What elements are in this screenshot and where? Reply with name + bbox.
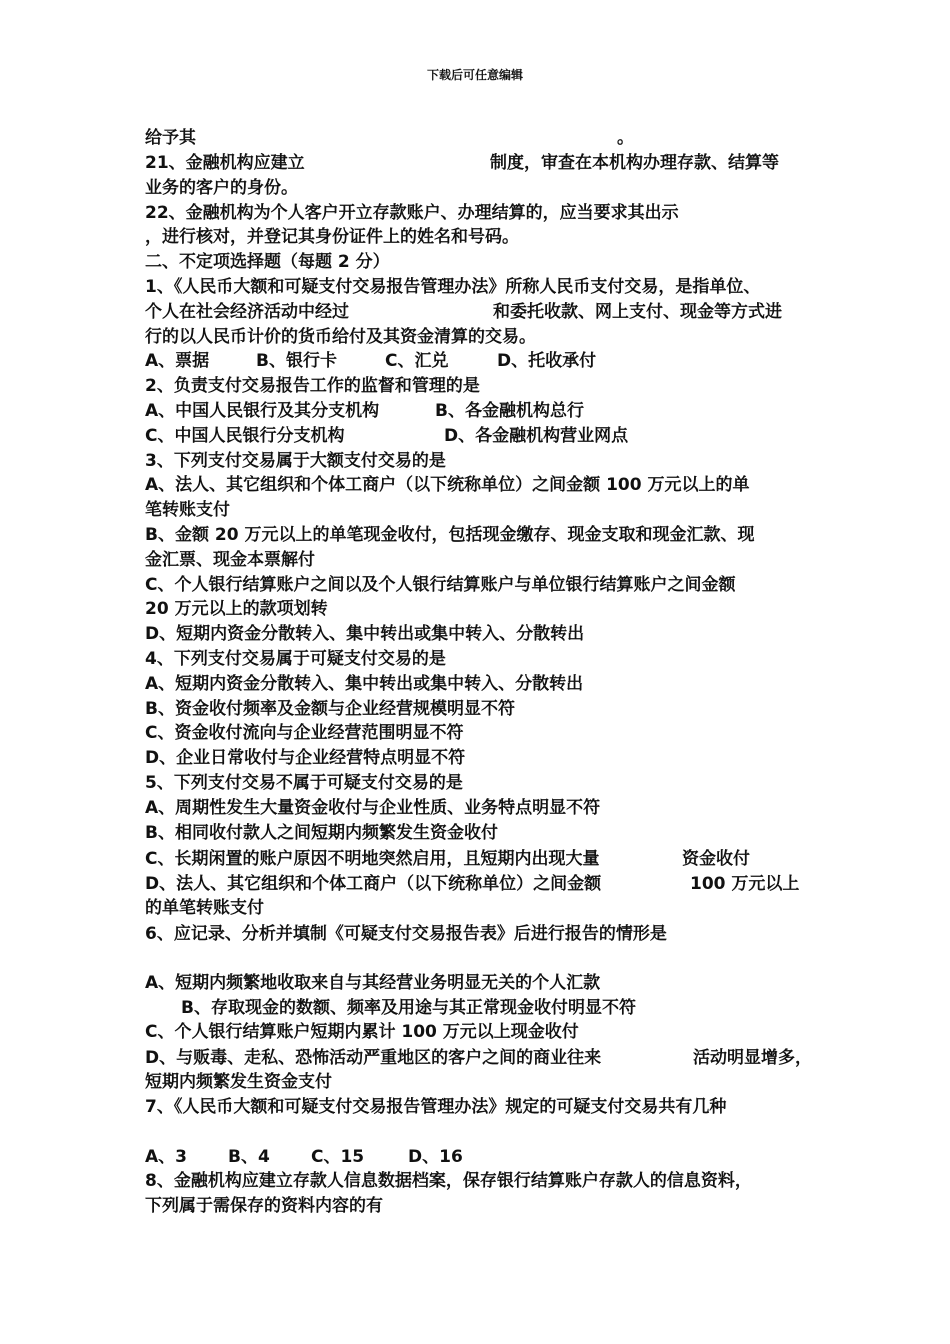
page-header: 下载后可任意编辑 xyxy=(426,68,523,82)
text-line: 个人在社会经济活动中经过 xyxy=(145,302,349,322)
option-c: C、个人银行结算账户之间以及个人银行结算账户与单位银行结算账户之间金额 xyxy=(145,575,736,595)
option-c: C、15 xyxy=(311,1147,365,1167)
option-c: C、个人银行结算账户短期内累计 100 万元以上现金收付 xyxy=(145,1022,579,1042)
question-2: 2、负责支付交易报告工作的监督和管理的是 xyxy=(145,376,480,396)
option-b: B、相同收付款人之间短期内频繁发生资金收付 xyxy=(145,823,498,843)
text-line: 行的以人民币计价的货币给付及其资金清算的交易。 xyxy=(145,327,536,347)
text-line: 。 xyxy=(617,128,634,148)
option-b: B、银行卡 xyxy=(256,351,337,371)
option-b: B、存取现金的数额、频率及用途与其正常现金收付明显不符 xyxy=(181,998,636,1018)
text-line: 金汇票、现金本票解付 xyxy=(145,550,315,570)
option-d: D、各金融机构营业网点 xyxy=(444,426,629,446)
option-d: D、托收承付 xyxy=(497,351,597,371)
text-line: ，进行核对，并登记其身份证件上的姓名和号码。 xyxy=(145,227,519,247)
option-c: C、长期闲置的账户原因不明地突然启用，且短期内出现大量 xyxy=(145,849,600,869)
question-1: 1、《人民币大额和可疑支付交易报告管理办法》所称人民币支付交易，是指单位、 xyxy=(145,277,761,297)
option-a: A、法人、其它组织和个体工商户（以下统称单位）之间金额 100 万元以上的单 xyxy=(145,475,750,495)
text-line: 资金收付 xyxy=(682,849,750,869)
option-c: C、中国人民银行分支机构 xyxy=(145,426,345,446)
text-line: 业务的客户的身份。 xyxy=(145,178,298,198)
option-a: A、票据 xyxy=(145,351,210,371)
text-line: 的单笔转账支付 xyxy=(145,898,264,918)
option-c: C、汇兑 xyxy=(385,351,449,371)
option-a: A、中国人民银行及其分支机构 xyxy=(145,401,380,421)
text-line: 和委托收款、网上支付、现金等方式进 xyxy=(493,302,782,322)
option-d: D、法人、其它组织和个体工商户（以下统称单位）之间金额 xyxy=(145,874,602,894)
question-22: 22、金融机构为个人客户开立存款账户、办理结算的，应当要求其出示 xyxy=(145,203,679,223)
question-8: 8、金融机构应建立存款人信息数据档案，保存银行结算账户存款人的信息资料， xyxy=(145,1171,752,1191)
text-line: 20 万元以上的款项划转 xyxy=(145,599,328,619)
option-a: A、3 xyxy=(145,1147,187,1167)
text-line: 笔转账支付 xyxy=(145,500,230,520)
question-4: 4、下列支付交易属于可疑支付交易的是 xyxy=(145,649,446,669)
question-21-cont: 制度，审查在本机构办理存款、结算等 xyxy=(490,153,779,173)
option-b: B、金额 20 万元以上的单笔现金收付，包括现金缴存、现金支取和现金汇款、现 xyxy=(145,525,755,545)
text-line: 短期内频繁发生资金支付 xyxy=(145,1072,332,1092)
question-3: 3、下列支付交易属于大额支付交易的是 xyxy=(145,451,446,471)
option-d: D、企业日常收付与企业经营特点明显不符 xyxy=(145,748,466,768)
question-5: 5、下列支付交易不属于可疑支付交易的是 xyxy=(145,773,463,793)
question-6: 6、应记录、分析并填制《可疑支付交易报告表》后进行报告的情形是 xyxy=(145,924,667,944)
option-d: D、与贩毒、走私、恐怖活动严重地区的客户之间的商业往来 xyxy=(145,1048,602,1068)
text-line: 给予其 xyxy=(145,128,196,148)
option-b: B、资金收付频率及金额与企业经营规模明显不符 xyxy=(145,699,515,719)
question-7: 7、《人民币大额和可疑支付交易报告管理办法》规定的可疑支付交易共有几种 xyxy=(145,1097,727,1117)
question-21: 21、金融机构应建立 xyxy=(145,153,305,173)
option-a: A、短期内频繁地收取来自与其经营业务明显无关的个人汇款 xyxy=(145,973,601,993)
option-c: C、资金收付流向与企业经营范围明显不符 xyxy=(145,723,464,743)
option-d: D、16 xyxy=(408,1147,463,1167)
option-a: A、周期性发生大量资金收付与企业性质、业务特点明显不符 xyxy=(145,798,601,818)
text-line: 100 万元以上 xyxy=(690,874,800,894)
option-b: B、4 xyxy=(228,1147,270,1167)
text-line: 活动明显增多， xyxy=(693,1048,812,1068)
option-a: A、短期内资金分散转入、集中转出或集中转入、分散转出 xyxy=(145,674,584,694)
text-line: 下列属于需保存的资料内容的有 xyxy=(145,1196,383,1216)
option-b: B、各金融机构总行 xyxy=(435,401,584,421)
section-heading: 二、不定项选择题（每题 2 分） xyxy=(145,252,390,272)
option-d: D、短期内资金分散转入、集中转出或集中转入、分散转出 xyxy=(145,624,585,644)
